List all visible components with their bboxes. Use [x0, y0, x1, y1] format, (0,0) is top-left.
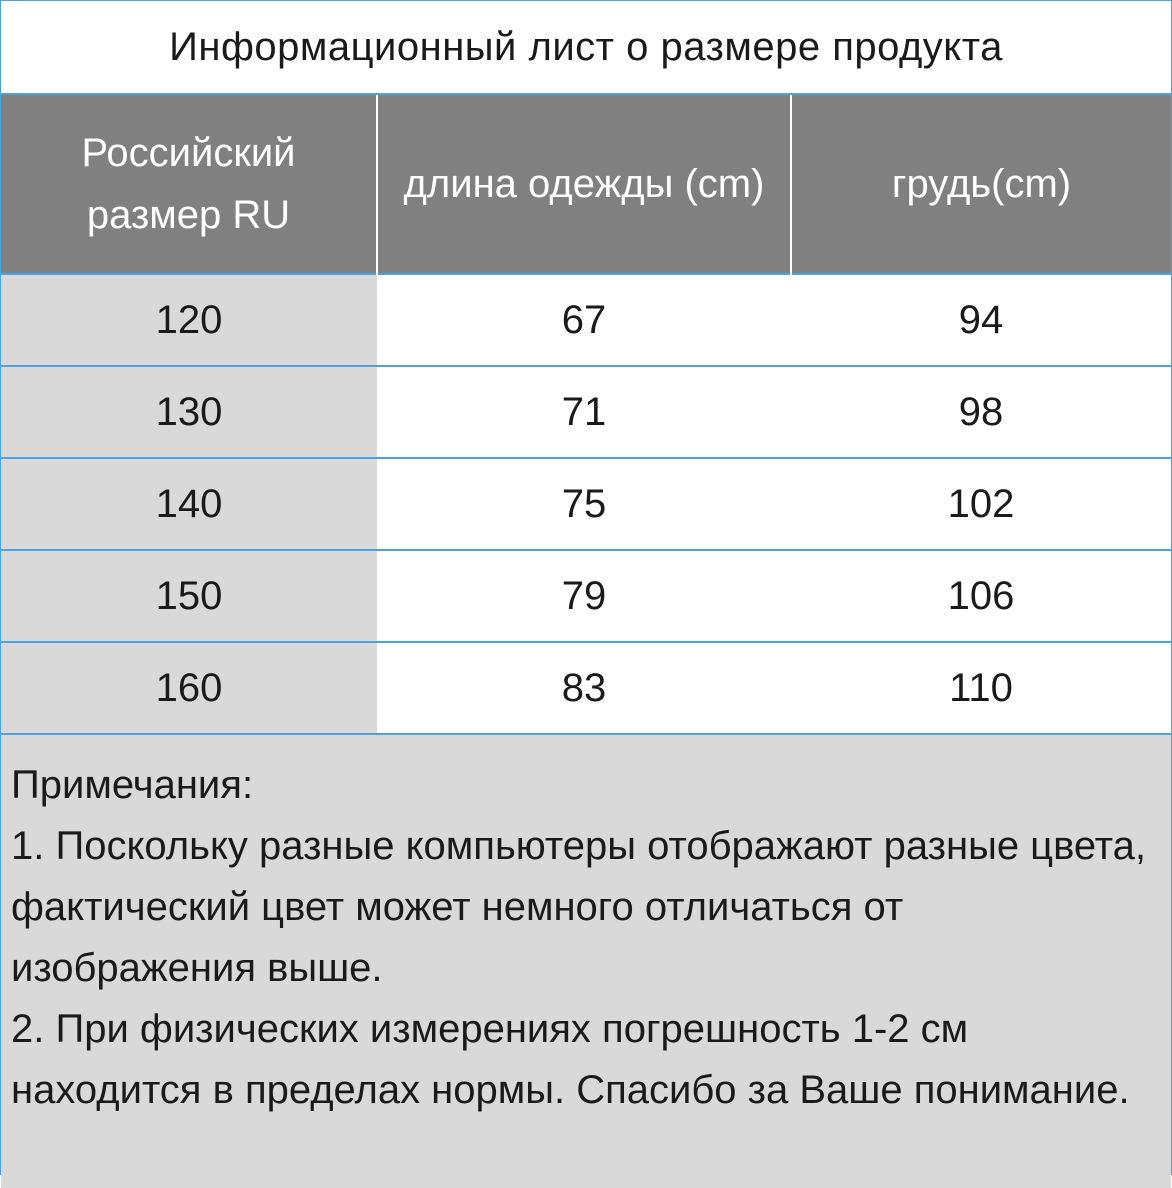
chest-cell: 106 — [791, 550, 1171, 642]
chest-cell: 98 — [791, 366, 1171, 458]
notes-section — [1, 735, 1171, 1188]
length-cell: 79 — [377, 550, 791, 642]
note-item: 1. Поскольку разные компьютеры отображают разные цвета, фактический цвет может немного отличаться от изображения выше. — [11, 824, 1147, 990]
header-chest: грудь(cm) — [791, 95, 1171, 274]
size-cell: 120 — [1, 274, 377, 366]
table-row — [1, 458, 1171, 550]
length-cell: 83 — [377, 642, 791, 734]
table-row — [1, 274, 1171, 366]
table-row — [1, 366, 1171, 458]
chest-cell: 102 — [791, 458, 1171, 550]
length-cell: 71 — [377, 366, 791, 458]
length-cell: 75 — [377, 458, 791, 550]
size-table — [1, 95, 1171, 735]
header-garment-length: длина одежды (cm) — [377, 95, 791, 274]
chest-cell: 94 — [791, 274, 1171, 366]
size-cell: 150 — [1, 550, 377, 642]
notes-heading: Примечания: — [11, 763, 254, 807]
size-cell: 130 — [1, 366, 377, 458]
length-cell: 67 — [377, 274, 791, 366]
note-item: 2. При физических измерениях погрешность 1-2 см находится в пределах нормы. Спасибо за Ваше понимание. — [11, 1007, 1130, 1112]
size-cell: 160 — [1, 642, 377, 734]
table-row — [1, 550, 1171, 642]
header-size-ru: Российский размер RU — [1, 95, 377, 274]
table-header-row — [1, 95, 1171, 274]
chest-cell: 110 — [791, 642, 1171, 734]
size-cell: 140 — [1, 458, 377, 550]
sheet-title: Информационный лист о размере продукта — [1, 1, 1171, 95]
table-row — [1, 642, 1171, 734]
